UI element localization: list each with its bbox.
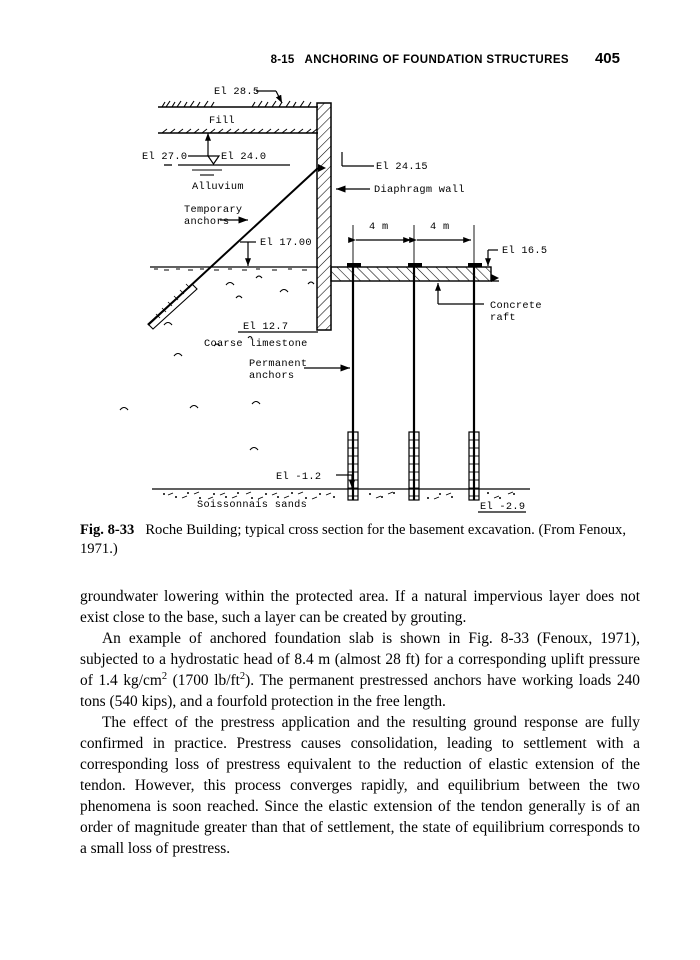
paragraph-1: groundwater lowering within the protected area. If a natural impervious layer does not exist close to the base, such a layer can be created by grouting. <box>80 588 640 627</box>
leader-el-minus-1-2 <box>336 475 352 488</box>
leader-el-24-15 <box>342 152 374 166</box>
running-head-section-title: ANCHORING OF FOUNDATION STRUCTURES <box>304 54 569 66</box>
paragraph-2 <box>80 628 640 712</box>
leader-el-28-5 <box>256 91 282 103</box>
figure-caption-number: Fig. 8-33 <box>80 522 135 538</box>
label-permanent-anchors-line1: Permanent <box>249 358 308 370</box>
label-fill: Fill <box>209 115 235 127</box>
leader-el-27-0 <box>188 133 208 156</box>
label-permanent-anchors-line2: anchors <box>249 370 295 382</box>
figure-caption <box>80 521 640 560</box>
leader-el-16-5 <box>488 250 498 266</box>
label-el-24-0: El 24.0 <box>221 151 267 163</box>
paragraph-3: The effect of the prestress application and the resulting ground response are fully confirmed in practice. Prestress causes consolidation, leading to settlement with a corresponding loss of prestress equivalent to the reduction of elastic extension of the tendon. However, this process converges rapidly, and equilibrium between the two phenomena is soon reached. Since the elastic extension of the tendon generally is of an order of magnitude greater than that of settlement, the state of equilibrium corresponds to a small loss of prestress. <box>80 714 640 858</box>
label-diaphragm-wall: Diaphragm wall <box>374 184 465 196</box>
limestone-top-line <box>150 267 318 270</box>
paragraph-2-part-a: An example of anchored foundation slab is shown in Fig. 8-33 (Fenoux, 1971), subjected to a hydrostatic head of 8.4 m (almost 28 ft) for a corresponding uplift pressure of 1.4 kg/cm <box>80 630 640 690</box>
running-head-section-number: 8-15 <box>270 54 295 66</box>
permanent-anchor-tendons <box>348 263 479 500</box>
paragraph-2-superscript-1: 2 <box>161 670 168 682</box>
label-el-minus-1-2: El -1.2 <box>276 471 322 483</box>
label-el-28-5: El 28.5 <box>214 86 260 98</box>
label-el-16-5: El 16.5 <box>502 245 548 257</box>
label-soissonnais-sands: Soissonnais sands <box>197 499 308 511</box>
label-concrete-raft-line2: raft <box>490 312 516 324</box>
page-number: 405 <box>594 50 620 67</box>
cross-section-drawing <box>80 70 640 515</box>
label-concrete-raft-line1: Concrete <box>490 300 542 312</box>
label-dim-left: 4 m <box>369 221 389 233</box>
label-alluvium: Alluvium <box>192 181 244 193</box>
label-el-12-7: El 12.7 <box>243 321 289 333</box>
body-text <box>80 586 640 859</box>
figure-8-33 <box>80 70 640 515</box>
running-head <box>80 50 620 67</box>
diaphragm-wall <box>317 103 331 330</box>
paragraph-2-part-b: (1700 lb/ft <box>167 672 240 690</box>
ground-surface <box>158 101 318 107</box>
label-coarse-limestone: Coarse limestone <box>204 338 308 350</box>
label-el-24-15: El 24.15 <box>376 161 428 173</box>
label-dim-right: 4 m <box>430 221 450 233</box>
leader-el-17-00 <box>240 242 256 266</box>
paragraph-2-superscript-2: 2 <box>239 670 246 682</box>
figure-caption-text: Roche Building; typical cross section for the basement excavation. (From Fenoux, 1971.) <box>80 522 627 558</box>
label-temporary-anchors-line2: anchors <box>184 216 230 228</box>
fill-alluvium-boundary <box>158 129 318 133</box>
label-el-minus-2-9: El -2.9 <box>480 501 526 513</box>
label-el-27-0: El 27.0 <box>142 151 188 163</box>
label-temporary-anchors-line1: Temporary <box>184 204 243 216</box>
paragraph-2-part-c: ). The permanent prestressed anchors have working loads 240 tons (540 kips), and a fourfold protection in the free length. <box>80 672 640 711</box>
leader-concrete-raft <box>438 283 484 304</box>
label-el-17-00: El 17.00 <box>260 237 312 249</box>
